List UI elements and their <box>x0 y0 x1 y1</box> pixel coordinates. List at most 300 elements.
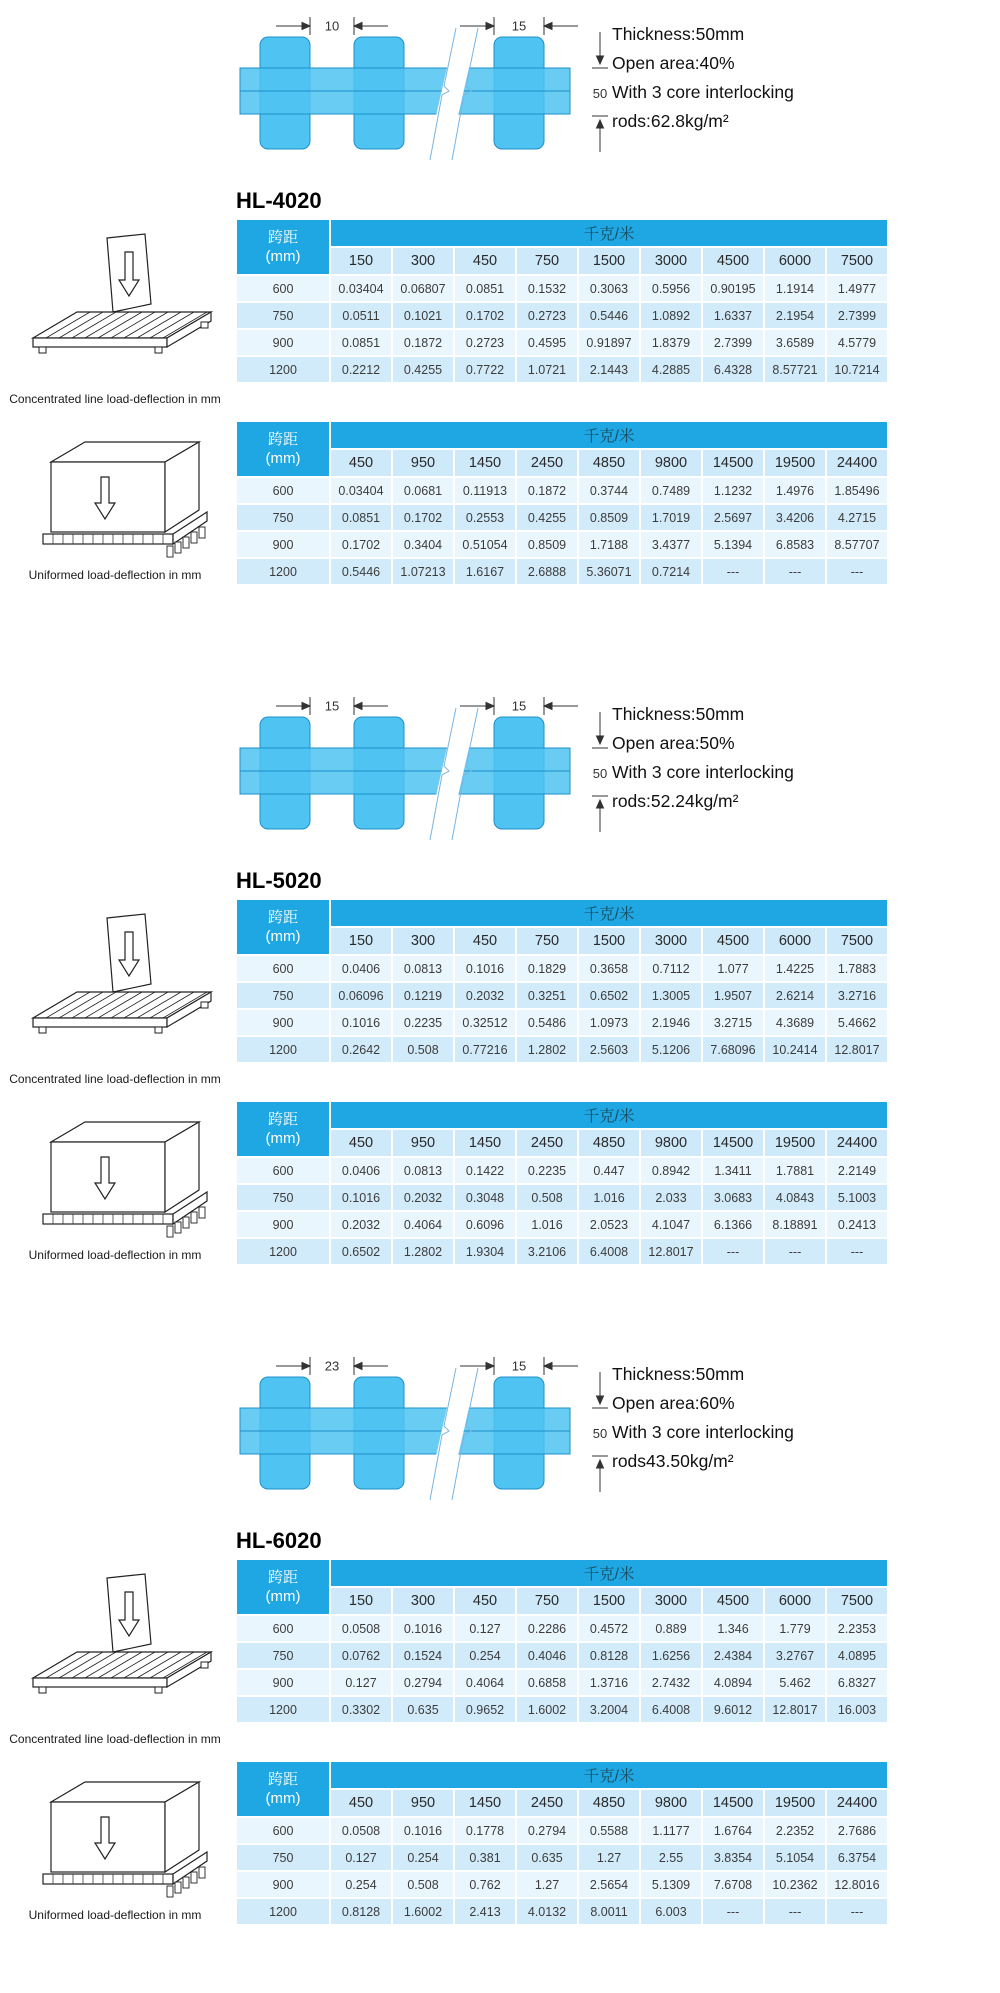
deflection-value-cell: 0.4255 <box>517 505 577 530</box>
table-row <box>237 303 887 328</box>
deflection-value-cell: 0.762 <box>455 1872 515 1897</box>
deflection-value-cell: 0.2794 <box>393 1670 453 1695</box>
cross-rod <box>240 1408 570 1454</box>
deflection-value-cell: 7.6708 <box>703 1872 763 1897</box>
load-column-header: 19500 <box>765 1130 825 1156</box>
deflection-value-cell: 0.6502 <box>579 983 639 1008</box>
grating-cross-section-diagram <box>232 692 632 850</box>
deflection-value-cell: 12.8017 <box>827 1037 887 1062</box>
deflection-value-cell: 4.5779 <box>827 330 887 355</box>
deflection-value-cell: 0.5588 <box>579 1818 639 1843</box>
deflection-table <box>235 1760 889 1926</box>
load-column-header: 450 <box>331 1130 391 1156</box>
deflection-value-cell: 2.6214 <box>765 983 825 1008</box>
deflection-value-cell: 0.1532 <box>517 276 577 301</box>
deflection-table <box>235 1558 889 1724</box>
grating-front <box>43 534 173 544</box>
deflection-value-cell: --- <box>765 1899 825 1924</box>
load-table-container <box>235 218 889 384</box>
span-row-header: 900 <box>237 330 329 355</box>
spec-interlocking: With 3 core interlocking <box>612 82 794 102</box>
model-title: HL-4020 <box>236 188 322 213</box>
unit-header-cell: 千克/米 <box>331 900 887 926</box>
thickness-dimension-label: 50 <box>592 1426 608 1441</box>
deflection-value-cell: 0.254 <box>393 1845 453 1870</box>
spec-interlocking: With 3 core interlocking <box>612 762 794 782</box>
deflection-value-cell: 3.2767 <box>765 1643 825 1668</box>
deflection-value-cell: 12.8017 <box>765 1697 825 1722</box>
deflection-value-cell: 4.0894 <box>703 1670 763 1695</box>
deflection-value-cell: 10.2414 <box>765 1037 825 1062</box>
span-row-header: 750 <box>237 1643 329 1668</box>
deflection-value-cell: 0.91897 <box>579 330 639 355</box>
load-column-header: 3000 <box>641 248 701 274</box>
deflection-value-cell: 5.1054 <box>765 1845 825 1870</box>
deflection-value-cell: 2.7432 <box>641 1670 701 1695</box>
deflection-value-cell: 2.7686 <box>827 1818 887 1843</box>
deflection-value-cell: 0.1524 <box>393 1643 453 1668</box>
load-column-header: 450 <box>331 450 391 476</box>
load-column-header: 150 <box>331 248 391 274</box>
deflection-value-cell: 1.07213 <box>393 559 453 584</box>
deflection-value-cell: 12.8016 <box>827 1872 887 1897</box>
span-row-header: 900 <box>237 1872 329 1897</box>
table-row <box>237 956 887 981</box>
deflection-value-cell: 2.0523 <box>579 1212 639 1237</box>
deflection-value-cell: 0.0508 <box>331 1818 391 1843</box>
deflection-value-cell: 6.8583 <box>765 532 825 557</box>
spec-thickness: Thickness:50mm <box>612 1364 745 1384</box>
line-load-illustration <box>10 906 240 1064</box>
deflection-value-cell: 1.1914 <box>765 276 825 301</box>
uniform-load-illustration <box>10 422 240 567</box>
deflection-value-cell: 0.2032 <box>393 1185 453 1210</box>
deflection-value-cell: 0.7722 <box>455 357 515 382</box>
span-row-header: 900 <box>237 1670 329 1695</box>
deflection-value-cell: 0.3251 <box>517 983 577 1008</box>
deflection-value-cell: --- <box>703 1239 763 1264</box>
table-row <box>237 505 887 530</box>
deflection-value-cell: 12.8017 <box>641 1239 701 1264</box>
deflection-value-cell: 3.2004 <box>579 1697 639 1722</box>
table-row <box>237 532 887 557</box>
span-row-header: 750 <box>237 983 329 1008</box>
deflection-value-cell: 2.1954 <box>765 303 825 328</box>
deflection-value-cell: 1.6167 <box>455 559 515 584</box>
span-header-cell: 跨距 (mm) <box>237 422 329 476</box>
deflection-value-cell: 1.0973 <box>579 1010 639 1035</box>
deflection-value-cell: 0.4064 <box>393 1212 453 1237</box>
deflection-value-cell: 0.254 <box>331 1872 391 1897</box>
load-column-header: 7500 <box>827 1588 887 1614</box>
load-column-header: 4500 <box>703 248 763 274</box>
deflection-value-cell: 0.0511 <box>331 303 391 328</box>
gap-dimension-label: 15 <box>324 698 340 714</box>
deflection-value-cell: --- <box>827 1239 887 1264</box>
deflection-value-cell: 0.0508 <box>331 1616 391 1641</box>
deflection-value-cell: 4.0132 <box>517 1899 577 1924</box>
deflection-value-cell: 0.1422 <box>455 1158 515 1183</box>
load-column-header: 750 <box>517 248 577 274</box>
deflection-value-cell: 0.2032 <box>455 983 515 1008</box>
load-column-header: 19500 <box>765 1790 825 1816</box>
deflection-value-cell: 0.2235 <box>517 1158 577 1183</box>
deflection-value-cell: 0.2642 <box>331 1037 391 1062</box>
deflection-value-cell: 1.6002 <box>393 1899 453 1924</box>
load-column-header: 7500 <box>827 248 887 274</box>
deflection-value-cell: 0.8509 <box>517 532 577 557</box>
deflection-value-cell: 6.4008 <box>641 1697 701 1722</box>
deflection-value-cell: 0.3658 <box>579 956 639 981</box>
load-column-header: 750 <box>517 1588 577 1614</box>
spec-open-area: Open area:60% <box>612 1393 735 1413</box>
deflection-value-cell: 0.1016 <box>455 956 515 981</box>
load-column-header: 1450 <box>455 450 515 476</box>
table-row <box>237 1158 887 1183</box>
deflection-value-cell: 2.2149 <box>827 1158 887 1183</box>
deflection-value-cell: 0.3048 <box>455 1185 515 1210</box>
deflection-value-cell: 0.2723 <box>455 330 515 355</box>
deflection-value-cell: 0.508 <box>393 1872 453 1897</box>
load-column-header: 4850 <box>579 1790 639 1816</box>
deflection-value-cell: 1.7883 <box>827 956 887 981</box>
table-row <box>237 1899 887 1924</box>
spec-rods-weight: rods43.50kg/m² <box>612 1451 734 1471</box>
deflection-value-cell: 6.3754 <box>827 1845 887 1870</box>
deflection-value-cell: 2.033 <box>641 1185 701 1210</box>
deflection-value-cell: 0.508 <box>393 1037 453 1062</box>
deflection-value-cell: 1.7188 <box>579 532 639 557</box>
gap-dimension-label: 23 <box>324 1358 340 1374</box>
load-column-header: 450 <box>331 1790 391 1816</box>
deflection-value-cell: 0.0851 <box>331 505 391 530</box>
deflection-value-cell: 2.1946 <box>641 1010 701 1035</box>
load-column-header: 450 <box>455 1588 515 1614</box>
load-column-header: 300 <box>393 248 453 274</box>
deflection-value-cell: 0.11913 <box>455 478 515 503</box>
spec-thickness: Thickness:50mm <box>612 704 745 724</box>
deflection-value-cell: 0.2235 <box>393 1010 453 1035</box>
deflection-value-cell: 0.6858 <box>517 1670 577 1695</box>
table-row <box>237 330 887 355</box>
table-row <box>237 559 887 584</box>
cross-rod <box>240 748 570 794</box>
table-row <box>237 1670 887 1695</box>
deflection-value-cell: 0.0406 <box>331 1158 391 1183</box>
deflection-value-cell: 2.4384 <box>703 1643 763 1668</box>
deflection-value-cell: 0.7112 <box>641 956 701 981</box>
deflection-value-cell: 0.8128 <box>579 1643 639 1668</box>
line-load-caption: Concentrated line load-deflection in mm <box>9 1072 221 1086</box>
deflection-value-cell: 2.5697 <box>703 505 763 530</box>
grating-front <box>43 1874 173 1884</box>
deflection-value-cell: 1.6764 <box>703 1818 763 1843</box>
spec-open-area: Open area:40% <box>612 53 735 73</box>
deflection-value-cell: 1.6256 <box>641 1643 701 1668</box>
deflection-value-cell: 1.8379 <box>641 330 701 355</box>
load-column-header: 19500 <box>765 450 825 476</box>
span-row-header: 1200 <box>237 1037 329 1062</box>
deflection-value-cell: 4.2885 <box>641 357 701 382</box>
deflection-value-cell: 0.6096 <box>455 1212 515 1237</box>
load-column-header: 2450 <box>517 1130 577 1156</box>
deflection-value-cell: 2.7399 <box>703 330 763 355</box>
deflection-value-cell: 1.3716 <box>579 1670 639 1695</box>
span-row-header: 900 <box>237 1212 329 1237</box>
deflection-value-cell: 1.4225 <box>765 956 825 981</box>
deflection-value-cell: 0.8942 <box>641 1158 701 1183</box>
deflection-value-cell: 5.462 <box>765 1670 825 1695</box>
deflection-value-cell: --- <box>703 1899 763 1924</box>
deflection-value-cell: 1.016 <box>517 1212 577 1237</box>
table-row <box>237 357 887 382</box>
unit-header-cell: 千克/米 <box>331 1560 887 1586</box>
product-section-hl-5020 <box>0 680 1000 1340</box>
deflection-value-cell: 16.003 <box>827 1697 887 1722</box>
deflection-value-cell: 0.06807 <box>393 276 453 301</box>
line-load-illustration <box>10 226 240 384</box>
deflection-table <box>235 1100 889 1266</box>
deflection-value-cell: 0.5446 <box>579 303 639 328</box>
deflection-value-cell: 0.4255 <box>393 357 453 382</box>
deflection-value-cell: 0.3302 <box>331 1697 391 1722</box>
span-row-header: 900 <box>237 1010 329 1035</box>
span-row-header: 750 <box>237 1845 329 1870</box>
spec-open-area: Open area:50% <box>612 733 735 753</box>
span-row-header: 1200 <box>237 1239 329 1264</box>
table-row <box>237 1616 887 1641</box>
deflection-value-cell: 1.0721 <box>517 357 577 382</box>
deflection-value-cell: 0.4064 <box>455 1670 515 1695</box>
line-load-caption: Concentrated line load-deflection in mm <box>9 392 221 406</box>
deflection-value-cell: 0.508 <box>517 1185 577 1210</box>
deflection-value-cell: 1.0892 <box>641 303 701 328</box>
deflection-value-cell: 1.2802 <box>517 1037 577 1062</box>
spec-rods-weight: rods:62.8kg/m² <box>612 111 729 131</box>
deflection-value-cell: 0.7214 <box>641 559 701 584</box>
load-column-header: 450 <box>455 928 515 954</box>
deflection-value-cell: 0.9652 <box>455 1697 515 1722</box>
span-row-header: 600 <box>237 276 329 301</box>
load-column-header: 3000 <box>641 1588 701 1614</box>
deflection-value-cell: 0.635 <box>517 1845 577 1870</box>
load-table-container <box>235 420 889 586</box>
grating-front <box>33 338 167 347</box>
deflection-value-cell: 8.0011 <box>579 1899 639 1924</box>
deflection-value-cell: --- <box>765 559 825 584</box>
deflection-value-cell: 0.2723 <box>517 303 577 328</box>
deflection-value-cell: 1.9304 <box>455 1239 515 1264</box>
deflection-value-cell: 0.1702 <box>393 505 453 530</box>
deflection-value-cell: 2.2353 <box>827 1616 887 1641</box>
deflection-value-cell: 0.1016 <box>393 1616 453 1641</box>
table-row <box>237 983 887 1008</box>
deflection-value-cell: 1.3005 <box>641 983 701 1008</box>
load-column-header: 300 <box>393 1588 453 1614</box>
deflection-value-cell: 2.2352 <box>765 1818 825 1843</box>
span-header-cell: 跨距 (mm) <box>237 900 329 954</box>
span-row-header: 1200 <box>237 1899 329 1924</box>
load-column-header: 6000 <box>765 248 825 274</box>
load-column-header: 24400 <box>827 1130 887 1156</box>
deflection-value-cell: 3.2106 <box>517 1239 577 1264</box>
load-table-container <box>235 1100 889 1266</box>
uniform-load-caption: Uniformed load-deflection in mm <box>28 1248 202 1262</box>
deflection-value-cell: 0.0813 <box>393 956 453 981</box>
line-load-illustration <box>10 1566 240 1724</box>
load-column-header: 6000 <box>765 928 825 954</box>
span-row-header: 600 <box>237 1158 329 1183</box>
deflection-value-cell: 0.03404 <box>331 478 391 503</box>
deflection-value-cell: 0.635 <box>393 1697 453 1722</box>
load-column-header: 1500 <box>579 928 639 954</box>
uniform-load-caption: Uniformed load-deflection in mm <box>28 1908 202 1922</box>
deflection-value-cell: 1.077 <box>703 956 763 981</box>
deflection-table <box>235 898 889 1064</box>
deflection-value-cell: 0.51054 <box>455 532 515 557</box>
deflection-value-cell: 3.2716 <box>827 983 887 1008</box>
deflection-value-cell: 3.2715 <box>703 1010 763 1035</box>
unit-header-cell: 千克/米 <box>331 1102 887 1128</box>
deflection-value-cell: 0.2413 <box>827 1212 887 1237</box>
deflection-value-cell: 0.447 <box>579 1158 639 1183</box>
deflection-value-cell: --- <box>703 559 763 584</box>
deflection-value-cell: 5.1206 <box>641 1037 701 1062</box>
deflection-value-cell: 1.4977 <box>827 276 887 301</box>
deflection-value-cell: 0.4572 <box>579 1616 639 1641</box>
deflection-value-cell: 8.57707 <box>827 532 887 557</box>
deflection-value-cell: 6.4008 <box>579 1239 639 1264</box>
deflection-value-cell: 0.0851 <box>331 330 391 355</box>
deflection-value-cell: 6.1366 <box>703 1212 763 1237</box>
load-column-header: 2450 <box>517 450 577 476</box>
load-table-container <box>235 1760 889 1926</box>
deflection-value-cell: 1.7019 <box>641 505 701 530</box>
deflection-value-cell: 1.27 <box>579 1845 639 1870</box>
deflection-value-cell: 0.2553 <box>455 505 515 530</box>
table-row <box>237 1697 887 1722</box>
deflection-value-cell: 3.0683 <box>703 1185 763 1210</box>
table-row <box>237 1818 887 1843</box>
span-row-header: 1200 <box>237 357 329 382</box>
deflection-table <box>235 420 889 586</box>
deflection-value-cell: 1.9507 <box>703 983 763 1008</box>
spec-rods-weight: rods:52.24kg/m² <box>612 791 739 811</box>
load-column-header: 14500 <box>703 1130 763 1156</box>
deflection-value-cell: 0.1872 <box>517 478 577 503</box>
gap-dimension-label: 10 <box>324 18 340 34</box>
deflection-value-cell: 1.7881 <box>765 1158 825 1183</box>
deflection-value-cell: 0.06096 <box>331 983 391 1008</box>
deflection-value-cell: 0.8509 <box>579 505 639 530</box>
deflection-value-cell: --- <box>827 1899 887 1924</box>
deflection-value-cell: 0.0406 <box>331 956 391 981</box>
load-column-header: 24400 <box>827 450 887 476</box>
span-row-header: 600 <box>237 478 329 503</box>
deflection-value-cell: 1.346 <box>703 1616 763 1641</box>
deflection-value-cell: 0.889 <box>641 1616 701 1641</box>
deflection-value-cell: 1.1232 <box>703 478 763 503</box>
grating-cross-section-diagram <box>232 12 632 170</box>
span-row-header: 600 <box>237 956 329 981</box>
table-row <box>237 1212 887 1237</box>
grating-front <box>33 1018 167 1027</box>
deflection-value-cell: 1.4976 <box>765 478 825 503</box>
deflection-value-cell: 10.2362 <box>765 1872 825 1897</box>
table-row <box>237 1010 887 1035</box>
table-row <box>237 276 887 301</box>
deflection-value-cell: 2.7399 <box>827 303 887 328</box>
deflection-value-cell: 1.6337 <box>703 303 763 328</box>
deflection-value-cell: 0.127 <box>455 1616 515 1641</box>
span-row-header: 750 <box>237 303 329 328</box>
deflection-value-cell: 3.4377 <box>641 532 701 557</box>
load-column-header: 6000 <box>765 1588 825 1614</box>
table-row <box>237 1643 887 1668</box>
deflection-value-cell: 4.0843 <box>765 1185 825 1210</box>
load-column-header: 300 <box>393 928 453 954</box>
load-column-header: 450 <box>455 248 515 274</box>
load-column-header: 950 <box>393 450 453 476</box>
load-column-header: 14500 <box>703 450 763 476</box>
span-row-header: 600 <box>237 1818 329 1843</box>
deflection-value-cell: 0.2286 <box>517 1616 577 1641</box>
deflection-value-cell: 0.32512 <box>455 1010 515 1035</box>
load-column-header: 1500 <box>579 1588 639 1614</box>
table-row <box>237 1845 887 1870</box>
deflection-value-cell: 6.003 <box>641 1899 701 1924</box>
pitch-dimension-label: 15 <box>511 698 527 714</box>
unit-header-cell: 千克/米 <box>331 422 887 448</box>
line-load-caption: Concentrated line load-deflection in mm <box>9 1732 221 1746</box>
deflection-value-cell: 0.2794 <box>517 1818 577 1843</box>
deflection-value-cell: 0.5956 <box>641 276 701 301</box>
deflection-value-cell: 0.3744 <box>579 478 639 503</box>
deflection-value-cell: 0.0681 <box>393 478 453 503</box>
deflection-value-cell: 5.36071 <box>579 559 639 584</box>
deflection-table <box>235 218 889 384</box>
deflection-value-cell: 0.5446 <box>331 559 391 584</box>
deflection-value-cell: 0.4046 <box>517 1643 577 1668</box>
deflection-value-cell: --- <box>827 559 887 584</box>
load-column-header: 1450 <box>455 1130 515 1156</box>
uniform-load-caption: Uniformed load-deflection in mm <box>28 568 202 582</box>
deflection-value-cell: 8.18891 <box>765 1212 825 1237</box>
deflection-value-cell: 2.5654 <box>579 1872 639 1897</box>
span-header-cell: 跨距 (mm) <box>237 220 329 274</box>
deflection-value-cell: 2.413 <box>455 1899 515 1924</box>
load-column-header: 2450 <box>517 1790 577 1816</box>
load-column-header: 9800 <box>641 1130 701 1156</box>
load-column-header: 24400 <box>827 1790 887 1816</box>
deflection-value-cell: 1.85496 <box>827 478 887 503</box>
deflection-value-cell: 0.1016 <box>393 1818 453 1843</box>
load-table-container <box>235 1558 889 1724</box>
deflection-value-cell: 1.27 <box>517 1872 577 1897</box>
deflection-value-cell: 0.0851 <box>455 276 515 301</box>
pitch-dimension-label: 15 <box>511 1358 527 1374</box>
table-row <box>237 1872 887 1897</box>
deflection-value-cell: 0.254 <box>455 1643 515 1668</box>
model-title: HL-6020 <box>236 1528 322 1553</box>
deflection-value-cell: 5.4662 <box>827 1010 887 1035</box>
deflection-value-cell: 0.3404 <box>393 532 453 557</box>
deflection-value-cell: 0.1219 <box>393 983 453 1008</box>
deflection-value-cell: 0.4595 <box>517 330 577 355</box>
deflection-value-cell: 0.7489 <box>641 478 701 503</box>
span-header-cell: 跨距 (mm) <box>237 1560 329 1614</box>
deflection-value-cell: 0.127 <box>331 1845 391 1870</box>
